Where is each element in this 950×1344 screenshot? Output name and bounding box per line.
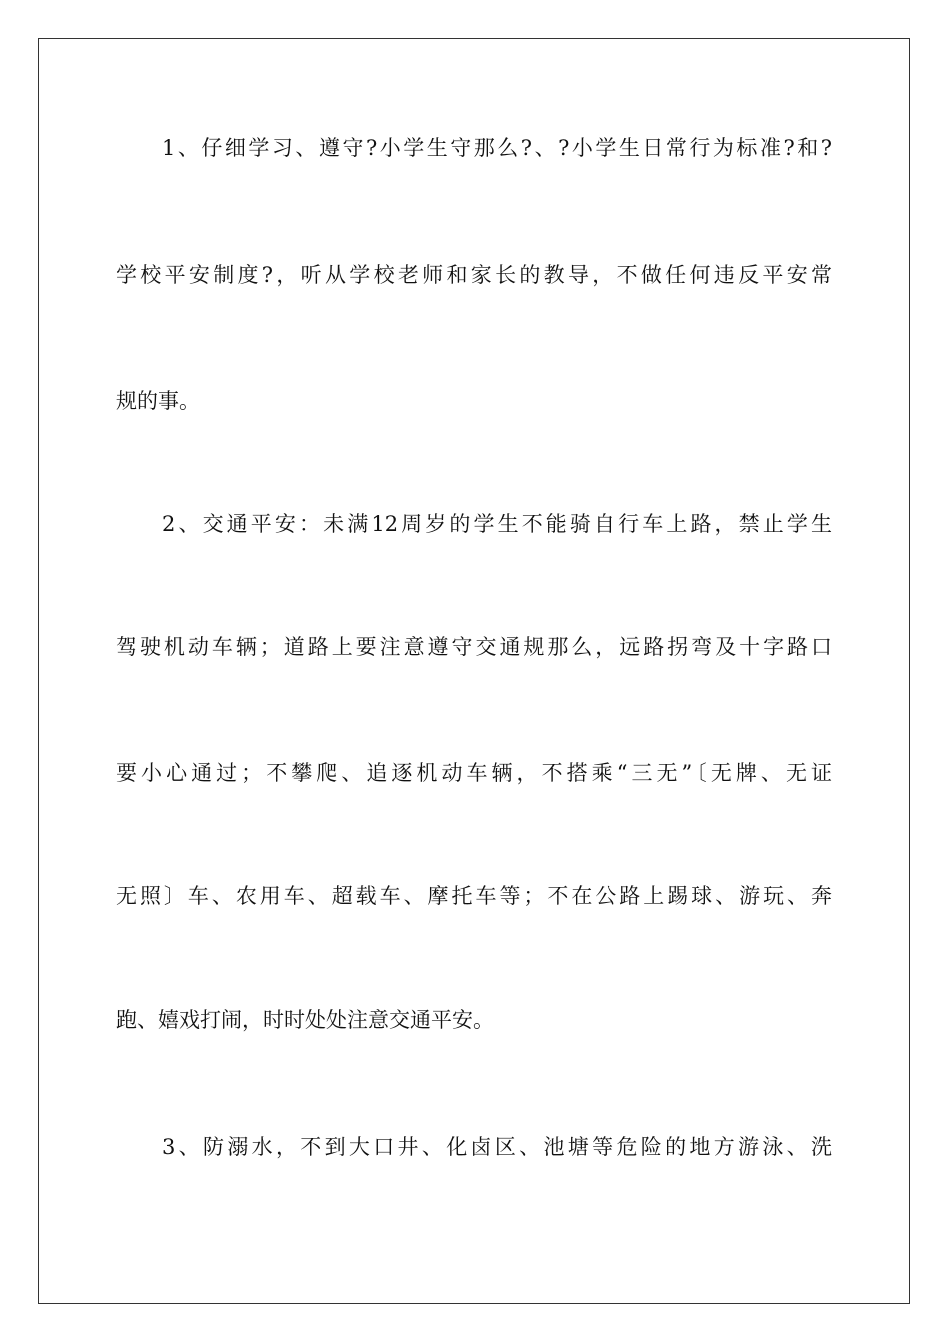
text-line-7: 无照〕车、农用车、超载车、摩托车等；不在公路上踢球、游玩、奔 — [116, 884, 832, 908]
text-line-9: 3、防溺水，不到大口井、化卤区、池塘等危险的地方游泳、洗 — [162, 1135, 832, 1159]
text-line-1: 1、仔细学习、遵守?小学生守那么?、?小学生日常行为标准?和? — [162, 136, 832, 160]
text-line-6: 要小心通过；不攀爬、追逐机动车辆，不搭乘“三无”〔无牌、无证 — [116, 761, 832, 785]
text-line-5: 驾驶机动车辆；道路上要注意遵守交通规那么，远路拐弯及十字路口 — [116, 635, 832, 659]
page-frame — [38, 38, 910, 1304]
text-line-4: 2、交通平安：未满12周岁的学生不能骑自行车上路，禁止学生 — [162, 512, 832, 536]
text-line-2: 学校平安制度?，听从学校老师和家长的教导，不做任何违反平安常 — [116, 263, 832, 287]
text-line-3: 规的事。 — [116, 389, 200, 413]
text-line-8: 跑、嬉戏打闹，时时处处注意交通平安。 — [116, 1008, 494, 1032]
